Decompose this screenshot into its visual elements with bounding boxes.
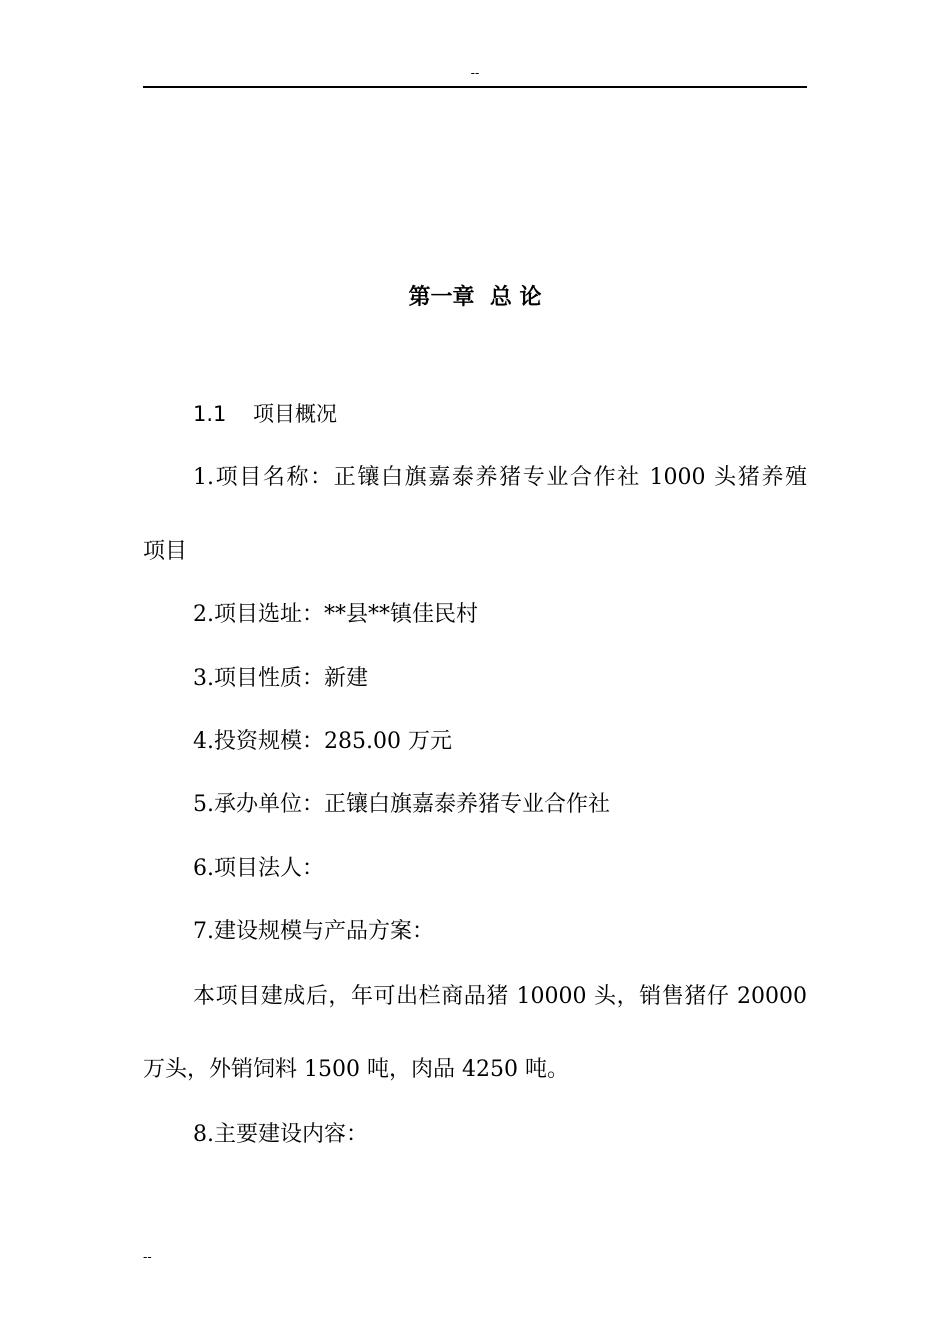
scale-line-1: 本项目建成后，年可出栏商品猪 10000 头，销售猪仔 20000 [193, 984, 807, 1009]
scale-line-2: 万头，外销饲料 1500 吨，肉品 4250 吨。 [143, 1057, 569, 1082]
header-rule [143, 86, 807, 88]
scale-heading: 7.建设规模与产品方案： [193, 919, 434, 944]
project-name-line-2: 项目 [143, 539, 188, 564]
project-nature: 3.项目性质：新建 [193, 666, 368, 691]
legal-person: 6.项目法人： [193, 856, 324, 881]
investment-scale: 4.投资规模：285.00 万元 [193, 729, 452, 754]
chapter-title: 第一章 总 论 [408, 285, 542, 310]
section-number: 1.1 [193, 402, 227, 426]
project-name-line-1: 1.项目名称：正镶白旗嘉泰养猪专业合作社 1000 头猪养殖 [193, 465, 807, 490]
project-site: 2.项目选址：**县**镇佳民村 [193, 602, 478, 627]
section-title: 项目概况 [253, 402, 337, 426]
header-mark: -- [470, 66, 480, 80]
content-heading: 8.主要建设内容： [193, 1122, 368, 1147]
organizer: 5.承办单位：正镶白旗嘉泰养猪专业合作社 [193, 792, 610, 817]
footer-mark: -- [143, 1250, 152, 1264]
section-heading [193, 399, 337, 429]
